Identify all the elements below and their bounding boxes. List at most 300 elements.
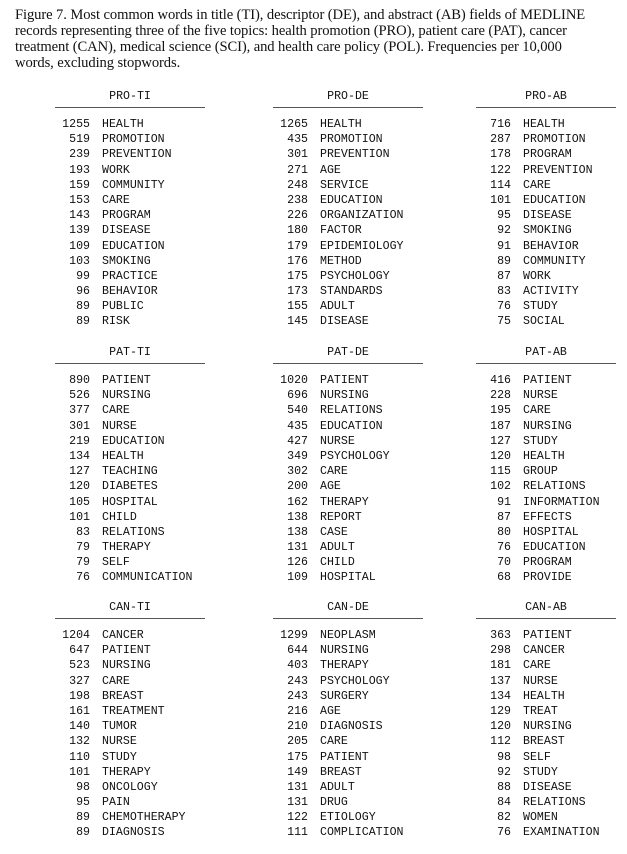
word-term: COMPLICATION: [320, 826, 404, 840]
frequency-value: 87: [497, 510, 511, 524]
table-row: [55, 689, 205, 704]
table-row: [55, 658, 205, 673]
table-row: [476, 132, 616, 147]
caption-line: records representing three of the five topics: health promotion (PRO), patient care (PAT), cancer: [15, 23, 567, 39]
table-row: [273, 208, 423, 223]
frequency-value: 79: [76, 556, 90, 570]
table-row: [55, 825, 205, 840]
word-term: PREVENTION: [320, 148, 390, 162]
frequency-value: 138: [287, 525, 308, 539]
frequency-value: 101: [490, 193, 511, 207]
frequency-value: 80: [497, 525, 511, 539]
frequency-value: 95: [497, 209, 511, 223]
table-row: [55, 555, 205, 570]
table-row: [55, 163, 205, 178]
frequency-value: 92: [497, 765, 511, 779]
frequency-value: 162: [287, 495, 308, 509]
frequency-value: 138: [287, 510, 308, 524]
word-term: WORK: [102, 163, 130, 177]
word-term: EDUCATION: [102, 434, 165, 448]
table-rows: [55, 373, 205, 586]
frequency-value: 122: [490, 163, 511, 177]
table-row: [55, 628, 205, 643]
word-term: SERVICE: [320, 178, 369, 192]
table-row: [273, 178, 423, 193]
table-row: [273, 780, 423, 795]
table-row: [273, 284, 423, 299]
word-term: PATIENT: [320, 374, 369, 387]
table-header-rule: [55, 618, 205, 619]
frequency-value: 76: [497, 541, 511, 555]
table-rows: [273, 628, 423, 841]
frequency-value: 101: [69, 510, 90, 524]
word-term: FACTOR: [320, 224, 362, 238]
word-term: STUDY: [523, 434, 558, 448]
table-row: [476, 373, 616, 388]
frequency-value: 114: [490, 178, 511, 192]
frequency-value: 95: [76, 796, 90, 810]
table-row: [273, 704, 423, 719]
table-row: [476, 750, 616, 765]
word-term: NURSE: [320, 434, 355, 448]
frequency-value: 91: [497, 239, 511, 253]
frequency-value: 696: [287, 389, 308, 403]
table-row: [273, 464, 423, 479]
word-term: HOSPITAL: [320, 571, 376, 585]
word-term: PROMOTION: [102, 133, 165, 147]
table-row: [476, 403, 616, 418]
frequency-value: 271: [287, 163, 308, 177]
table-row: [273, 373, 423, 388]
frequency-value: 243: [287, 674, 308, 688]
frequency-value: 137: [490, 674, 511, 688]
table-row: [55, 254, 205, 269]
table-row: [55, 314, 205, 329]
table-row: [476, 449, 616, 464]
table-row: [476, 269, 616, 284]
table-row: [55, 495, 205, 510]
table-row: [476, 163, 616, 178]
caption-line: treatment (CAN), medical science (SCI), and health care policy (POL). Frequencies per 10,000: [15, 39, 562, 55]
table-rows: [476, 628, 616, 841]
word-term: HEALTH: [523, 449, 565, 463]
word-term: TREAT: [523, 704, 558, 718]
frequency-value: 198: [69, 689, 90, 703]
word-term: PSYCHOLOGY: [320, 674, 390, 688]
table-row: [273, 449, 423, 464]
frequency-value: 1204: [62, 629, 90, 642]
word-term: PUBLIC: [102, 300, 144, 314]
frequency-value: 181: [490, 659, 511, 673]
frequency-value: 210: [287, 720, 308, 734]
word-term: PROMOTION: [320, 133, 383, 147]
frequency-value: 120: [490, 720, 511, 734]
table-row: [476, 388, 616, 403]
word-term: DIAGNOSIS: [320, 720, 383, 734]
table-row: [476, 314, 616, 329]
word-term: ACTIVITY: [523, 285, 579, 299]
word-term: RELATIONS: [523, 796, 586, 810]
word-term: EDUCATION: [523, 541, 586, 555]
caption-line: Figure 7. Most common words in title (TI), descriptor (DE), and abstract (AB) fields of MEDLINE: [15, 7, 586, 23]
word-term: PATIENT: [523, 374, 572, 387]
frequency-value: 173: [287, 285, 308, 299]
table-row: [476, 810, 616, 825]
word-term: PRACTICE: [102, 269, 158, 283]
table-row: [476, 510, 616, 525]
frequency-value: 238: [287, 193, 308, 207]
table-row: [273, 719, 423, 734]
word-term: HEALTH: [320, 118, 362, 131]
word-term: NURSE: [102, 419, 137, 433]
frequency-value: 82: [497, 811, 511, 825]
frequency-value: 187: [490, 419, 511, 433]
table-row: [55, 780, 205, 795]
word-term: THERAPY: [320, 495, 369, 509]
table-row: [55, 269, 205, 284]
frequency-value: 76: [497, 300, 511, 314]
word-term: PATIENT: [102, 644, 151, 658]
frequency-value: 110: [69, 750, 90, 764]
table-row: [273, 314, 423, 329]
table-row: [55, 434, 205, 449]
table-row: [273, 570, 423, 585]
word-term: SURGERY: [320, 689, 369, 703]
table-row: [55, 719, 205, 734]
table-row: [273, 810, 423, 825]
word-term: BREAST: [102, 689, 144, 703]
table-row: [55, 525, 205, 540]
table-row: [476, 570, 616, 585]
word-term: STANDARDS: [320, 285, 383, 299]
word-term: REPORT: [320, 510, 362, 524]
table-row: [55, 510, 205, 525]
table-row: [273, 269, 423, 284]
frequency-value: 155: [287, 300, 308, 314]
frequency-value: 143: [69, 209, 90, 223]
table-row: [55, 239, 205, 254]
frequency-value: 129: [490, 704, 511, 718]
frequency-value: 248: [287, 178, 308, 192]
word-term: HOSPITAL: [102, 495, 158, 509]
table-rows: [273, 373, 423, 586]
table-row: [273, 825, 423, 840]
table-row: [273, 254, 423, 269]
word-term: PROMOTION: [523, 133, 586, 147]
word-term: COMMUNICATION: [102, 571, 193, 585]
table-row: [55, 810, 205, 825]
word-term: ADULT: [320, 780, 355, 794]
frequency-value: 200: [287, 480, 308, 494]
word-term: CANCER: [523, 644, 565, 658]
word-term: EDUCATION: [102, 239, 165, 253]
table-title: PRO-DE: [327, 90, 369, 103]
table-title: PRO-TI: [109, 90, 151, 103]
table-row: [55, 132, 205, 147]
table-rows: [55, 117, 205, 330]
table-row: [476, 658, 616, 673]
table-header-rule: [273, 618, 423, 619]
word-term: DISEASE: [320, 315, 369, 329]
word-term: EDUCATION: [320, 419, 383, 433]
frequency-value: 127: [490, 434, 511, 448]
word-term: ORGANIZATION: [320, 209, 404, 223]
table-row: [55, 223, 205, 238]
frequency-value: 88: [497, 780, 511, 794]
table-row: [55, 373, 205, 388]
frequency-value: 92: [497, 224, 511, 238]
table-title: PRO-AB: [525, 90, 567, 103]
table-row: [476, 780, 616, 795]
word-term: NURSING: [523, 419, 572, 433]
table-rows: [273, 117, 423, 330]
table-row: [273, 388, 423, 403]
table-row: [273, 540, 423, 555]
frequency-value: 1299: [280, 629, 308, 642]
frequency-value: 89: [497, 254, 511, 268]
table-row: [273, 628, 423, 643]
table-row: [476, 117, 616, 132]
word-term: INFORMATION: [523, 495, 600, 509]
frequency-value: 349: [287, 449, 308, 463]
word-term: BEHAVIOR: [523, 239, 579, 253]
table-header-rule: [476, 107, 616, 108]
frequency-value: 102: [490, 480, 511, 494]
frequency-value: 70: [497, 556, 511, 570]
table-row: [273, 117, 423, 132]
frequency-value: 226: [287, 209, 308, 223]
word-term: RELATIONS: [320, 404, 383, 418]
table-row: [55, 704, 205, 719]
word-term: CARE: [102, 404, 130, 418]
table-row: [476, 299, 616, 314]
table-row: [273, 525, 423, 540]
frequency-value: 161: [69, 704, 90, 718]
word-term: PSYCHOLOGY: [320, 269, 390, 283]
frequency-value: 219: [69, 434, 90, 448]
word-term: SMOKING: [523, 224, 572, 238]
frequency-value: 98: [76, 780, 90, 794]
frequency-value: 131: [287, 541, 308, 555]
table-header-rule: [273, 363, 423, 364]
word-term: PROGRAM: [102, 209, 151, 223]
table-title: CAN-DE: [327, 601, 369, 614]
table-row: [476, 254, 616, 269]
frequency-value: 178: [490, 148, 511, 162]
frequency-value: 103: [69, 254, 90, 268]
word-term: NEOPLASM: [320, 629, 376, 642]
table-row: [476, 479, 616, 494]
word-term: RELATIONS: [523, 480, 586, 494]
frequency-value: 287: [490, 133, 511, 147]
frequency-value: 101: [69, 765, 90, 779]
table-row: [55, 479, 205, 494]
word-term: STUDY: [523, 765, 558, 779]
frequency-value: 1020: [280, 374, 308, 387]
word-term: CHEMOTHERAPY: [102, 811, 186, 825]
table-row: [55, 570, 205, 585]
word-term: ADULT: [320, 300, 355, 314]
table-row: [273, 734, 423, 749]
frequency-value: 131: [287, 780, 308, 794]
table-row: [55, 193, 205, 208]
frequency-value: 416: [490, 374, 511, 387]
word-term: HEALTH: [523, 118, 565, 131]
word-term: HEALTH: [523, 689, 565, 703]
table-row: [273, 223, 423, 238]
word-term: NURSE: [523, 674, 558, 688]
word-term: WORK: [523, 269, 551, 283]
word-term: NURSE: [523, 389, 558, 403]
frequency-value: 526: [69, 389, 90, 403]
word-term: DIABETES: [102, 480, 158, 494]
frequency-value: 89: [76, 315, 90, 329]
frequency-value: 134: [490, 689, 511, 703]
frequency-value: 75: [497, 315, 511, 329]
frequency-value: 131: [287, 796, 308, 810]
word-term: DRUG: [320, 796, 348, 810]
frequency-value: 239: [69, 148, 90, 162]
table-row: [476, 540, 616, 555]
table-row: [55, 674, 205, 689]
frequency-value: 126: [287, 556, 308, 570]
frequency-value: 120: [69, 480, 90, 494]
table-row: [476, 719, 616, 734]
table-row: [55, 299, 205, 314]
word-term: PROGRAM: [523, 556, 572, 570]
frequency-value: 127: [69, 465, 90, 479]
word-term: PROGRAM: [523, 148, 572, 162]
word-term: CARE: [523, 659, 551, 673]
frequency-value: 327: [69, 674, 90, 688]
table-row: [476, 434, 616, 449]
word-term: WOMEN: [523, 811, 558, 825]
word-term: PATIENT: [102, 374, 151, 387]
word-term: NURSING: [523, 720, 572, 734]
word-term: PATIENT: [320, 750, 369, 764]
frequency-value: 243: [287, 689, 308, 703]
table-rows: [476, 117, 616, 330]
frequency-value: 644: [287, 644, 308, 658]
word-term: EXAMINATION: [523, 826, 600, 840]
table-row: [55, 419, 205, 434]
word-term: ETIOLOGY: [320, 811, 376, 825]
table-row: [55, 449, 205, 464]
word-term: TREATMENT: [102, 704, 165, 718]
table-row: [273, 299, 423, 314]
word-term: CARE: [320, 735, 348, 749]
word-term: STUDY: [102, 750, 137, 764]
word-term: NURSING: [320, 389, 369, 403]
table-row: [55, 464, 205, 479]
table-row: [476, 525, 616, 540]
frequency-value: 301: [287, 148, 308, 162]
frequency-value: 647: [69, 644, 90, 658]
word-term: NURSING: [102, 659, 151, 673]
frequency-value: 109: [69, 239, 90, 253]
frequency-value: 435: [287, 133, 308, 147]
word-term: COMMUNITY: [523, 254, 586, 268]
frequency-value: 540: [287, 404, 308, 418]
frequency-value: 193: [69, 163, 90, 177]
frequency-value: 91: [497, 495, 511, 509]
word-term: PATIENT: [523, 629, 572, 642]
word-term: DIAGNOSIS: [102, 826, 165, 840]
table-row: [476, 178, 616, 193]
frequency-value: 87: [497, 269, 511, 283]
frequency-value: 145: [287, 315, 308, 329]
table-row: [55, 403, 205, 418]
word-term: THERAPY: [320, 659, 369, 673]
table-row: [476, 689, 616, 704]
table-row: [273, 510, 423, 525]
table-row: [273, 750, 423, 765]
table-title: PAT-DE: [327, 346, 369, 359]
word-term: HEALTH: [102, 118, 144, 131]
table-row: [476, 419, 616, 434]
table-row: [55, 540, 205, 555]
table-row: [55, 765, 205, 780]
word-term: CARE: [320, 465, 348, 479]
frequency-value: 363: [490, 629, 511, 642]
frequency-value: 89: [76, 826, 90, 840]
frequency-value: 302: [287, 465, 308, 479]
frequency-value: 134: [69, 449, 90, 463]
table-rows: [476, 373, 616, 586]
table-row: [273, 795, 423, 810]
frequency-value: 149: [287, 765, 308, 779]
word-term: CARE: [523, 178, 551, 192]
frequency-value: 140: [69, 720, 90, 734]
frequency-value: 115: [490, 465, 511, 479]
word-term: STUDY: [523, 300, 558, 314]
word-term: DISEASE: [523, 780, 572, 794]
frequency-value: 716: [490, 118, 511, 131]
word-term: CARE: [523, 404, 551, 418]
table-title: PAT-TI: [109, 346, 151, 359]
word-term: CHILD: [320, 556, 355, 570]
frequency-value: 139: [69, 224, 90, 238]
frequency-value: 298: [490, 644, 511, 658]
word-term: BREAST: [523, 735, 565, 749]
frequency-value: 89: [76, 811, 90, 825]
table-title: PAT-AB: [525, 346, 567, 359]
table-title: CAN-AB: [525, 601, 567, 614]
frequency-value: 99: [76, 269, 90, 283]
frequency-value: 890: [69, 374, 90, 387]
word-term: RISK: [102, 315, 130, 329]
table-row: [476, 555, 616, 570]
table-row: [55, 284, 205, 299]
caption-line: words, excluding stopwords.: [15, 55, 181, 71]
table-row: [273, 674, 423, 689]
table-row: [273, 495, 423, 510]
frequency-value: 228: [490, 389, 511, 403]
table-row: [55, 178, 205, 193]
frequency-value: 175: [287, 750, 308, 764]
word-term: PREVENTION: [102, 148, 172, 162]
word-term: RELATIONS: [102, 525, 165, 539]
table-row: [476, 147, 616, 162]
word-term: TUMOR: [102, 720, 137, 734]
frequency-value: 83: [497, 285, 511, 299]
table-row: [273, 479, 423, 494]
table-row: [476, 239, 616, 254]
frequency-value: 176: [287, 254, 308, 268]
word-term: NURSING: [320, 644, 369, 658]
table-row: [476, 628, 616, 643]
word-term: HEALTH: [102, 449, 144, 463]
